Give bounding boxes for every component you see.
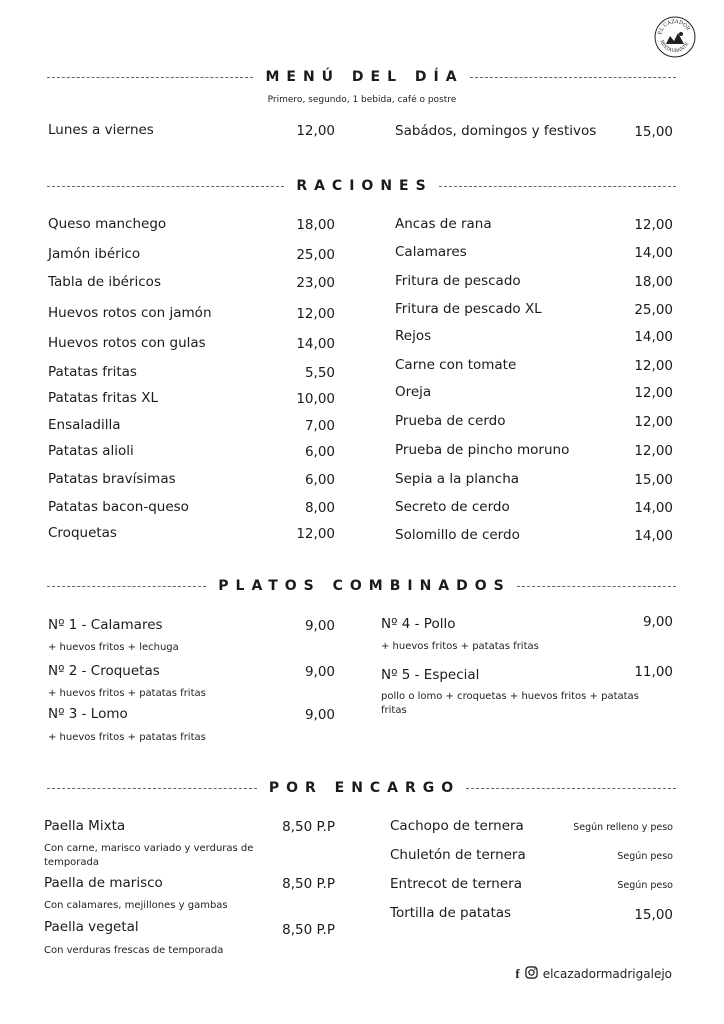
item-price: Según peso — [617, 880, 673, 891]
item-name: Tabla de ibéricos — [48, 274, 161, 290]
item-price: 5,50 — [304, 365, 335, 381]
restaurant-logo — [654, 16, 696, 58]
menu-item — [48, 471, 335, 491]
item-name: Solomillo de cerdo — [395, 527, 520, 543]
section-header-combinados — [47, 576, 676, 596]
item-price: 15,00 — [634, 124, 673, 140]
menu-item — [395, 471, 673, 491]
item-name: Nº 3 - Lomo — [48, 706, 128, 722]
section-title: PLATOS COMBINADOS — [218, 578, 511, 594]
item-name: Entrecot de ternera — [390, 876, 522, 892]
item-price: 12,00 — [634, 358, 673, 374]
item-description: + huevos fritos + patatas fritas — [381, 641, 539, 652]
menu-item — [48, 122, 335, 142]
menu-item — [395, 357, 673, 377]
item-price: 12,00 — [634, 414, 673, 430]
item-price: 8,50 P.P — [282, 819, 335, 835]
item-description: + huevos fritos + lechuga — [48, 642, 179, 653]
menu-item — [395, 244, 673, 264]
item-price: 9,00 — [304, 707, 335, 723]
menu-item — [48, 499, 335, 519]
menu-item — [395, 301, 673, 321]
item-price: 7,00 — [304, 418, 335, 434]
menu-item — [48, 390, 335, 410]
item-name: Fritura de pescado XL — [395, 301, 542, 317]
menu-item — [395, 328, 673, 348]
item-name: Prueba de pincho moruno — [395, 442, 570, 458]
item-price: 15,00 — [634, 907, 673, 923]
item-name: Patatas bravísimas — [48, 471, 176, 487]
menu-item — [48, 443, 335, 463]
item-name: Sepia a la plancha — [395, 471, 520, 487]
item-price: 12,00 — [634, 443, 673, 459]
item-name: Jamón ibérico — [48, 246, 141, 262]
menu-item — [390, 876, 673, 896]
item-price: 12,00 — [296, 526, 335, 542]
item-name: Oreja — [395, 384, 432, 400]
menu-item — [48, 663, 335, 683]
section-header-menu-dia — [47, 67, 676, 87]
item-description: pollo o lomo + croquetas + huevos fritos + patatas fritas — [381, 691, 639, 716]
item-price: 12,00 — [296, 306, 335, 322]
menu-item — [381, 616, 673, 636]
item-name: Calamares — [395, 244, 467, 260]
item-name: Tortilla de patatas — [390, 905, 512, 921]
menu-item — [48, 417, 335, 437]
item-price: 18,00 — [634, 274, 673, 290]
item-name: Fritura de pescado — [395, 273, 521, 289]
menu-item — [48, 216, 335, 236]
item-name: Paella vegetal — [44, 919, 139, 935]
menu-dia-subtitle: Primero, segundo, 1 bebida, café o postre — [267, 95, 457, 105]
menu-item — [395, 413, 673, 433]
facebook-icon[interactable]: f — [515, 966, 520, 981]
menu-item — [395, 216, 673, 236]
item-name: Sabádos, domingos y festivos — [395, 123, 597, 139]
menu-item — [381, 664, 673, 687]
svg-text:EL CAZADOR: EL CAZADOR — [657, 18, 691, 36]
item-price: Según relleno y peso — [573, 822, 673, 833]
item-name: Huevos rotos con gulas — [48, 335, 206, 351]
item-name: Cachopo de ternera — [390, 818, 524, 834]
svg-text:RESTAURANTE: RESTAURANTE — [658, 39, 691, 55]
item-description: Con calamares, mejillones y gambas — [44, 900, 228, 911]
menu-item — [48, 706, 335, 726]
item-price: 12,00 — [634, 217, 673, 233]
item-price: 9,00 — [304, 618, 335, 634]
item-price: 23,00 — [296, 275, 335, 291]
item-price: 14,00 — [296, 336, 335, 352]
menu-item — [48, 525, 335, 545]
item-name: Nº 5 - Especial — [381, 667, 480, 683]
item-description: + huevos fritos + patatas fritas — [48, 688, 206, 699]
item-name: Carne con tomate — [395, 357, 517, 373]
item-name: Prueba de cerdo — [395, 413, 506, 429]
instagram-icon[interactable] — [525, 966, 538, 982]
item-name: Patatas fritas XL — [48, 390, 158, 406]
item-name: Lunes a viernes — [48, 122, 154, 138]
item-price: 9,00 — [304, 664, 335, 680]
menu-item — [48, 617, 335, 637]
item-price: 11,00 — [634, 664, 673, 680]
social-handle[interactable]: elcazadormadrigalejo — [542, 967, 672, 981]
item-name: Paella de marisco — [44, 875, 163, 891]
item-price: 25,00 — [634, 302, 673, 318]
item-price: 18,00 — [296, 217, 335, 233]
item-price: 9,00 — [642, 614, 673, 630]
item-name: Queso manchego — [48, 216, 167, 232]
menu-item — [44, 875, 335, 895]
item-price: 14,00 — [634, 528, 673, 544]
item-description: Con verduras frescas de temporada — [44, 945, 224, 956]
item-name: Nº 2 - Croquetas — [48, 663, 160, 679]
menu-item — [48, 274, 335, 294]
menu-item — [395, 527, 673, 547]
item-price: 14,00 — [634, 500, 673, 516]
item-name: Ancas de rana — [395, 216, 492, 232]
item-price: 12,00 — [634, 385, 673, 401]
item-price: 25,00 — [296, 247, 335, 263]
menu-item — [395, 499, 673, 519]
menu-item — [44, 818, 335, 838]
social-links — [515, 966, 672, 982]
item-name: Ensaladilla — [48, 417, 121, 433]
menu-item — [390, 905, 673, 925]
menu-item — [48, 246, 335, 266]
item-price: 14,00 — [634, 329, 673, 345]
item-name: Rejos — [395, 328, 432, 344]
item-name: Nº 4 - Pollo — [381, 616, 456, 632]
item-price: 6,00 — [304, 444, 335, 460]
item-price: 10,00 — [296, 391, 335, 407]
item-description: Con carne, marisco variado y verduras de temporada — [44, 843, 254, 868]
item-name: Chuletón de ternera — [390, 847, 526, 863]
section-title: RACIONES — [296, 178, 433, 194]
item-price: Según peso — [617, 851, 673, 862]
item-name: Paella Mixta — [44, 818, 126, 834]
item-price: 8,50 P.P — [282, 876, 335, 892]
menu-item — [395, 384, 673, 404]
menu-item — [48, 305, 335, 325]
item-name: Nº 1 - Calamares — [48, 617, 163, 633]
menu-item — [44, 919, 335, 939]
item-name: Patatas alioli — [48, 443, 134, 459]
menu-item — [390, 818, 673, 838]
section-title: POR ENCARGO — [268, 780, 461, 796]
item-price: 8,00 — [304, 500, 335, 516]
menu-item — [395, 123, 673, 143]
section-header-encargo — [47, 778, 676, 798]
item-price: 8,50 P.P — [282, 922, 335, 938]
menu-item — [395, 273, 673, 293]
item-name: Huevos rotos con jamón — [48, 305, 212, 321]
item-price: 15,00 — [634, 472, 673, 488]
menu-item — [48, 364, 335, 384]
item-name: Patatas fritas — [48, 364, 137, 380]
menu-item — [395, 442, 673, 462]
item-price: 6,00 — [304, 472, 335, 488]
item-price: 12,00 — [296, 123, 335, 139]
item-price: 14,00 — [634, 245, 673, 261]
item-description: + huevos fritos + patatas fritas — [48, 732, 206, 743]
section-header-raciones — [47, 176, 676, 196]
item-name: Patatas bacon-queso — [48, 499, 189, 515]
menu-item — [390, 847, 673, 867]
menu-item — [48, 335, 335, 355]
item-name: Secreto de cerdo — [395, 499, 510, 515]
section-title: MENÚ DEL DÍA — [265, 69, 464, 85]
item-name: Croquetas — [48, 525, 117, 541]
